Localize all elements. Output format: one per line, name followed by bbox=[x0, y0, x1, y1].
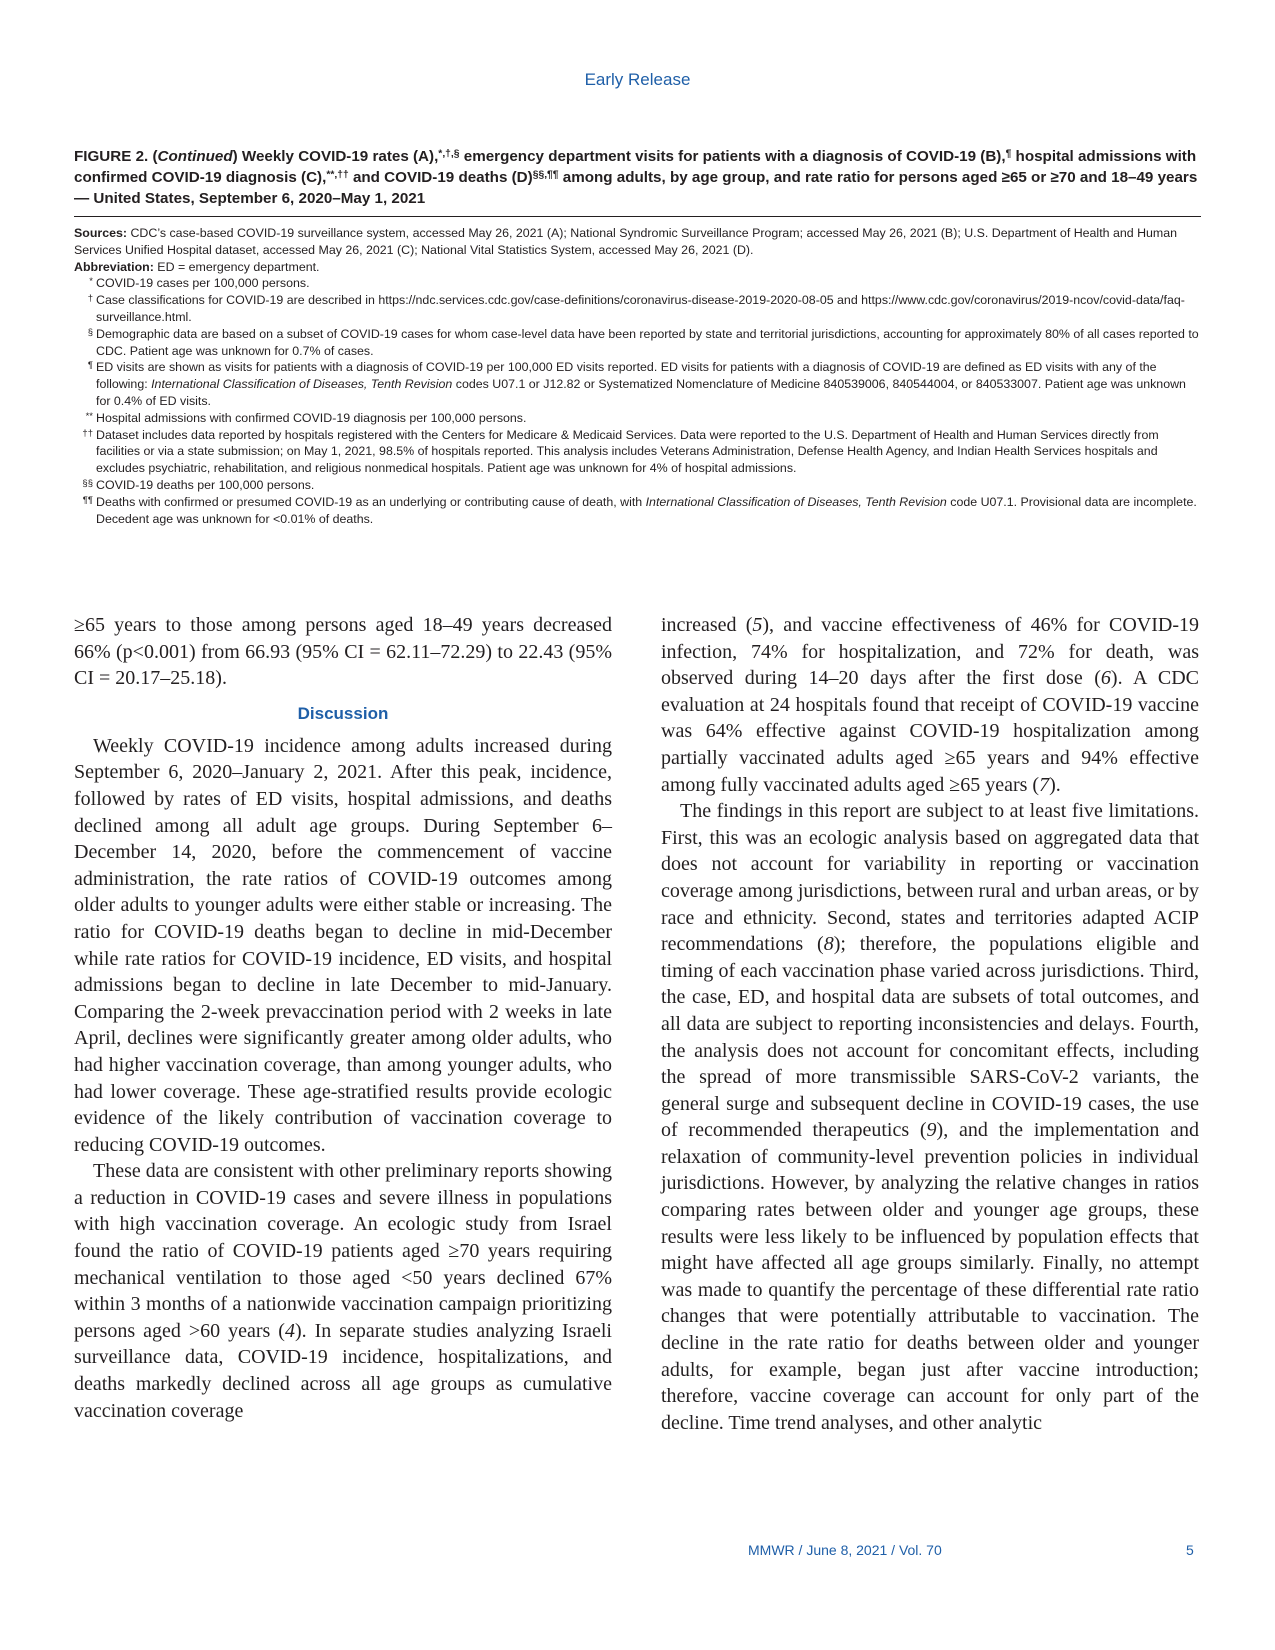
body-paragraph: ≥65 years to those among persons aged 18–49 years decreased 66% (p<0.001) from 66.93 (95% CI = 62.11–72.29) to 22.43 (95% CI = 20.17–25.18). bbox=[74, 614, 612, 690]
footnote: † Case classifications for COVID-19 are described in https://ndc.services.cdc.gov/case-definitions/coronavirus-disease-2019-2020-08-05 and https://www.cdc.gov/coronavirus/2019-ncov/covid-data/faq-surveillance.html. bbox=[87, 293, 1185, 324]
sources-note: Sources: CDC’s case-based COVID-19 surveillance system, accessed May 26, 2021 (A); National Syndromic Surveillance Program; accessed May 26, 2021 (B); U.S. Department of Health and Human Services Unified Hospital dataset, accessed May 26, 2021 (C); National Vital Statistics System, accessed May 26, 2021 (D). bbox=[74, 226, 1178, 257]
section-heading-discussion: Discussion bbox=[297, 703, 389, 723]
footnote: ** Hospital admissions with confirmed COVID-19 diagnosis per 100,000 persons. bbox=[85, 410, 527, 425]
footnote: * COVID-19 cases per 100,000 persons. bbox=[89, 276, 310, 291]
left-column bbox=[74, 612, 612, 1424]
figure-title: FIGURE 2. (Continued) Weekly COVID-19 rates (A),*,†,§ emergency department visits for patients with a diagnosis of COVID-19 (B),¶ hospital admissions with confirmed COVID-19 diagnosis (C),**,†† and COVID-19 deaths (D)§§,¶¶ among adults, by age group, and rate ratio for persons aged ≥65 or ≥70 and 18–49 years — United States, September 6, 2020–May 1, 2021 bbox=[74, 148, 1198, 207]
title-divider bbox=[74, 216, 1201, 217]
footnote: ¶ ED visits are shown as visits for patients with a diagnosis of COVID-19 per 100,000 ED visits reported. ED visits for patients with a diagnosis of COVID-19 are defined as ED visits with any of the following: International Classification of Diseases, Tenth Revision codes U07.1 or J12.82 or Systematized Nomenclature of Medicine 840539006, 840544004, or 840533007. Patient age was unknown for 0.4% of ED visits. bbox=[87, 360, 1186, 408]
running-header: Early Release bbox=[584, 70, 691, 89]
footnote: ¶¶ Deaths with confirmed or presumed COVID-19 as an underlying or contributing cause of death, with International Classification of Diseases, Tenth Revision code U07.1. Provisional data are incomplete. Decedent age was unknown for <0.01% of deaths. bbox=[82, 494, 1197, 526]
journal-citation: MMWR / June 8, 2021 / Vol. 70 bbox=[748, 1542, 942, 1558]
right-column bbox=[661, 612, 1199, 1436]
body-paragraph: The findings in this report are subject to at least five limitations. First, this was an ecologic analysis based on aggregated data that does not account for variability in reporting or vaccination coverage among jurisdictions, between rural and urban areas, or by race and ethnicity. Second, states and territories adapted ACIP recommendations (8); therefore, the populations eligible and timing of each vaccination phase varied across jurisdictions. Third, the case, ED, and hospital data are subsets of total outcomes, and all data are subject to reporting inconsistencies and delays. Fourth, the analysis does not account for concomitant effects, including the spread of more transmissible SARS-CoV-2 variants, the general surge and subsequent decline in COVID-19 cases, the use of recommended therapeutics (9), and the implementation and relaxation of community-level prevention policies in individual jurisdictions. However, by analyzing the relative changes in ratios comparing rates between older and younger age groups, these results were less likely to be influenced by population effects that might have affected all age groups similarly. Finally, no attempt was made to quantify the percentage of these differential rate ratio changes that were potentially attributable to vaccination. The decline in the rate ratio for deaths between older and younger adults, for example, began just after vaccine introduction; therefore, vaccine coverage can account for only part of the decline. Time trend analyses, and other analytic bbox=[661, 800, 1200, 1434]
body-paragraph: These data are consistent with other preliminary reports showing a reduction in COVID-19 cases and severe illness in populations with high vaccination coverage. An ecologic study from Israel found the ratio of COVID-19 patients aged ≥70 years requiring mechanical ventilation to those aged <50 years declined 67% within 3 months of a nationwide vaccination campaign prioritizing persons aged >60 years (4). In separate studies analyzing Israeli surveillance data, COVID-19 incidence, hospitalizations, and deaths markedly declined across all age groups as cumulative vaccination coverage bbox=[74, 1160, 612, 1422]
abbreviation-note: Abbreviation: ED = emergency department. bbox=[74, 259, 320, 274]
figure-notes bbox=[74, 225, 1201, 527]
footnote: †† Dataset includes data reported by hospitals registered with the Centers for Medicare & Medicaid Services. Data were reported to the U.S. Department of Health and Human Services directly from facilities or via a state submission; on May 1, 2021, 98.5% of hospitals reported. This analysis includes Veterans Administration, Defense Health Agency, and Indian Health Services hospitals and excludes psychiatric, rehabilitation, and religious nonmedical hospitals. Patient age was unknown for 4% of hospital admissions. bbox=[82, 427, 1159, 476]
footnote: § Demographic data are based on a subset of COVID-19 cases for whom case-level data have been reported by state and territorial jurisdictions, accounting for approximately 80% of all cases reported to CDC. Patient age was unknown for 0.7% of cases. bbox=[87, 326, 1199, 358]
footnote: §§ COVID-19 deaths per 100,000 persons. bbox=[82, 477, 315, 492]
body-paragraph: Weekly COVID-19 incidence among adults increased during September 6, 2020–January 2, 2021. After this peak, incidence, followed by rates of ED visits, hospital admissions, and deaths declined among all adult age groups. During September 6–December 14, 2020, before the commencement of vaccine administration, the rate ratios of COVID-19 outcomes among older adults to younger adults were either stable or increasing. The ratio for COVID-19 deaths began to decline in mid-December while rate ratios for COVID-19 incidence, ED visits, and hospital admissions began to decline in late December to mid-January. Comparing the 2-week prevaccination period with 2 weeks in late April, declines were significantly greater among older adults, who had higher vaccination coverage, than among younger adults, who had lower coverage. These age-stratified results provide ecologic evidence of the likely contribution of vaccination coverage to reducing COVID-19 outcomes. bbox=[74, 734, 612, 1156]
body-paragraph: increased (5), and vaccine effectiveness of 46% for COVID-19 infection, 74% for hospitalization, and 72% for death, was observed during 14–20 days after the first dose (6). A CDC evaluation at 24 hospitals found that receipt of COVID-19 vaccine was 64% effective against COVID-19 hospitalization among partially vaccinated adults aged ≥65 years and 94% effective among fully vaccinated adults aged ≥65 years (7). bbox=[661, 614, 1199, 796]
page-number: 5 bbox=[1186, 1542, 1194, 1558]
